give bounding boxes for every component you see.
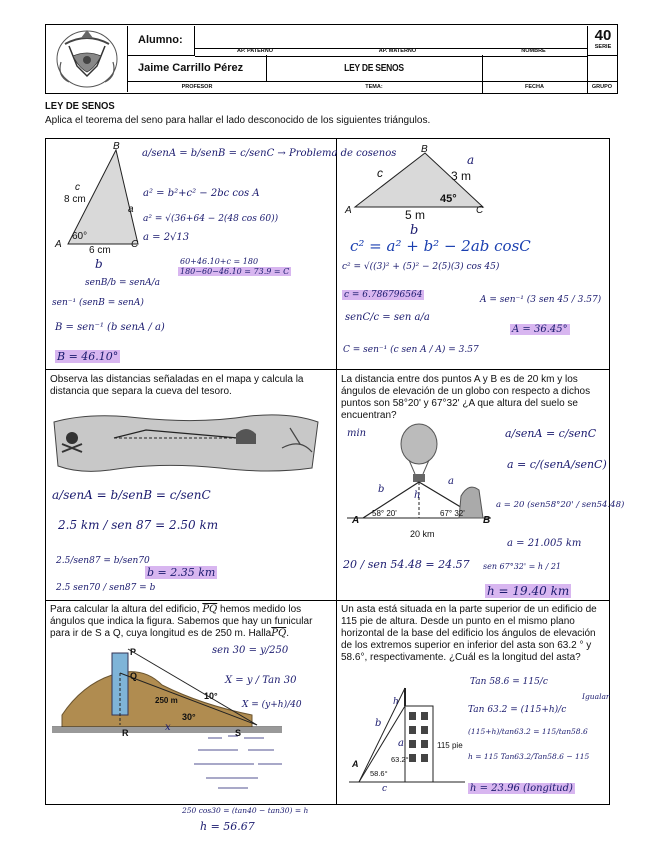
sub-label-nombre: NOMBRE (521, 48, 546, 54)
p6-work-line (468, 783, 575, 794)
p6-label-115pie: 115 pie (437, 741, 463, 750)
p1-work-line: b (95, 257, 103, 271)
row-label-fecha: FECHA (525, 84, 544, 90)
p1-label-B: B (113, 141, 120, 152)
sub-label-paterno: AP. PATERNO (236, 48, 274, 54)
p2-label-A: A (345, 205, 352, 216)
p4-answer: h = 19.40 km (487, 584, 570, 598)
p1-work-line: sen⁻¹ (senB = senA) (52, 298, 144, 308)
alumno-field[interactable] (195, 26, 587, 48)
p2-c-answer: c = 6.786796564 (344, 290, 423, 300)
p1-label-A: A (55, 239, 62, 250)
p4-work-line: a/senA = c/senC (505, 427, 597, 440)
p4-work-line: 20 / sen 54.48 = 24.57 (343, 558, 470, 571)
p5-var-pq: $\overline{PQ}$ (271, 628, 287, 639)
p2-angle-c-work: C = sen⁻¹ (c sen A / A) = 3.57 (343, 345, 479, 355)
p2-work-line (343, 345, 479, 355)
p4-label-20km: 20 km (410, 529, 435, 539)
serie-label: SERIE (594, 44, 612, 50)
p6-label-A: A (352, 759, 359, 769)
p3-work-line: 2.5 sen70 / sen87 = b (56, 583, 156, 593)
p5-label-R: R (122, 728, 129, 738)
p5-label-x: x (165, 722, 171, 733)
p4-work-line: a = 21.005 km (507, 538, 582, 549)
p1-answer: B = 46.10° (57, 350, 119, 363)
p6-label-c: c (382, 784, 388, 794)
p4-work-line (485, 584, 571, 598)
p5-work-line: h = 56.67 (200, 820, 255, 833)
p6-answer: h = 23.96 (longitud) (470, 783, 573, 794)
p6-work-line: Igualar (582, 692, 610, 701)
p3-answer: b = 2.35 km (147, 566, 216, 579)
p6-label-b: b (375, 718, 382, 729)
p6-work-line: (115+h)/tan63.2 = 115/tan58.6 (468, 727, 588, 736)
p1-label-C: C (131, 239, 139, 250)
p5-text: Para calcular la altura del edificio, (50, 604, 203, 615)
p5-work-line: 250 cos30 = (tan40 − tan30) = h (182, 806, 309, 815)
p4-work-line: a = 20 (sen58°20' / sen54.48) (496, 500, 625, 510)
p5-label-10: 10° (204, 691, 218, 701)
p3-work-line: 2.5 km / sen 87 = 2.50 km (58, 518, 219, 532)
p1-work-line: a² = √(36+64 − 2(48 cos 60)) (143, 214, 279, 224)
p2-label-45: 45° (440, 193, 457, 205)
p4-statement: La distancia entre dos puntos A y B es de 20 km y los ángulos de elevación de un globo con respecto a dichos puntos son 58°20' y 67°32' ¿A que altura del suelo se encuentran? (341, 374, 591, 421)
p1-work-line: 60+46.10+c = 180 (180, 257, 259, 266)
p4-work-line: a = c/(senA/senC) (507, 458, 607, 471)
p6-label-632: 63.2° (391, 755, 409, 764)
instruction-text: Aplica el teorema del seno para hallar el lado desconocido de los siguientes triángulos. (45, 115, 431, 126)
p1-label-c: c (75, 182, 80, 193)
p4-label-b: b (378, 484, 385, 495)
p3-statement: Observa las distancias señaladas en el mapa y calcula la distancia que separa la cueva del tesoro. (50, 374, 304, 397)
p2-label-3m: 3 m (451, 169, 472, 183)
p1-label-a: a (128, 204, 134, 215)
p5-label-S: S (235, 728, 242, 738)
p3-treasure-map (50, 408, 325, 478)
p5-label-30: 30° (182, 712, 196, 722)
p2-work-line: c² = √((3)² + (5)² − 2(5)(3) cos 45) (342, 262, 500, 272)
p2-label-5m: 5 m (405, 208, 426, 222)
p6-label-586: 58.6° (370, 769, 388, 778)
p2-work-line: A = sen⁻¹ (3 sen 45 / 3.57) (480, 295, 602, 305)
p1-work-line: a/senA = b/senB = c/senC → Problema de cosenos (142, 148, 397, 159)
p6-building-figure (345, 684, 470, 790)
profesor-cell (128, 55, 267, 82)
p5-statement (50, 604, 330, 640)
p4-label-a: a (448, 476, 454, 487)
p3-work-line: 2.5/sen87 = b/sen70 (56, 556, 150, 566)
p2-label-c: c (377, 166, 383, 180)
p5-work-line: X = y / Tan 30 (225, 675, 297, 686)
p4-label-B: B (483, 515, 491, 526)
p2-work-line (342, 290, 424, 300)
p6-label-h: h (393, 697, 399, 707)
p1-work-line (178, 267, 291, 276)
profesor-name: Jaime Carrillo Pérez (138, 62, 244, 74)
alumno-label: Alumno: (138, 34, 183, 46)
p5-label-P: P (130, 647, 137, 657)
p5-work-line: X = (y+h)/40 (242, 700, 302, 710)
tema-cell (266, 55, 483, 82)
p5-label-Q: Q (130, 671, 138, 681)
row-label-profesor: PROFESOR (181, 84, 213, 90)
p2-work-line: c² = a² + b² − 2ab cosC (350, 237, 531, 255)
row-label-grupo: GRUPO (591, 84, 613, 90)
p4-label-h: h (414, 490, 421, 501)
p5-var-pq: $\overline{PQ}$ (202, 604, 218, 615)
p1-work-line: B = sen⁻¹ (b senA / a) (55, 322, 165, 333)
section-heading: LEY DE SENOS (45, 100, 115, 112)
p5-text: . (286, 628, 289, 639)
p4-balloon-figure (343, 418, 493, 538)
sub-label-materno: AP. MATERNO (378, 48, 417, 54)
p3-work-line: a/senA = b/senB = c/senC (52, 488, 211, 502)
p4-angle-b: 67° 32' (440, 509, 465, 518)
p4-work-line: sen 67°32' = h / 21 (483, 562, 561, 571)
p5-label-250m: 250 m (155, 696, 178, 705)
p4-angle-a: 58° 20' (372, 509, 397, 518)
p3-work-line (145, 566, 217, 579)
p2-answer: A = 36.45° (512, 324, 568, 335)
p2-work-line (510, 324, 570, 335)
p5-work-line: sen 30 = y/250 (212, 645, 289, 656)
p6-work-line: h = 115 Tan63.2/Tan58.6 − 115 (468, 752, 590, 761)
unam-logo (47, 26, 128, 92)
tema-title: LEY DE SENOS (344, 63, 404, 74)
p1-work-line (55, 350, 120, 363)
p2-label-C: C (476, 205, 484, 216)
p1-work-line: a = 2√13 (143, 232, 190, 243)
p2-label-b: b (410, 223, 419, 238)
p4-label-A: A (352, 515, 360, 526)
p5-scribbled-work (188, 730, 298, 795)
p1-label-8cm: 8 cm (64, 194, 86, 205)
p6-work-line: Tan 63.2 = (115+h)/c (468, 705, 567, 715)
p2-label-B: B (421, 144, 428, 155)
p6-statement: Un asta está situada en la parte superior de un edificio de 115 pie de altura. Desde un punto en el mismo plano horizontal de la base del edificio los ángulos de elevación de los extremos superior en inferior del asta son 63.2 ° y 58.6°, respectivamente. ¿Cuál es la longitud del asta? (341, 604, 597, 663)
alumno-label-cell (128, 26, 195, 56)
p2-work-line: senC/c = sen a/a (345, 312, 430, 323)
number-cell (587, 26, 618, 56)
p2-label-a: a (467, 153, 475, 167)
p1-angle-c-answer: 180−60−46.10 = 73.9 = C (180, 267, 290, 276)
assignment-number: 40 (594, 27, 612, 44)
p1-label-60: 60° (72, 231, 88, 242)
row-label-tema: TEMA: (365, 84, 383, 90)
p6-label-a: a (398, 738, 404, 749)
p1-work-line: a² = b²+c² − 2bc cos A (143, 188, 260, 199)
p5-text: hemos medido los ángulos que indica la figura. Sabemos que hay un funicular para ir de S a Q, cuya longitud es de 250 m. Halla (50, 604, 313, 639)
p6-work-line: Tan 58.6 = 115/c (470, 677, 548, 687)
p1-work-line: senB/b = senA/a (85, 278, 161, 288)
p4-work-line: min (347, 428, 367, 439)
p1-label-6cm: 6 cm (89, 245, 111, 256)
